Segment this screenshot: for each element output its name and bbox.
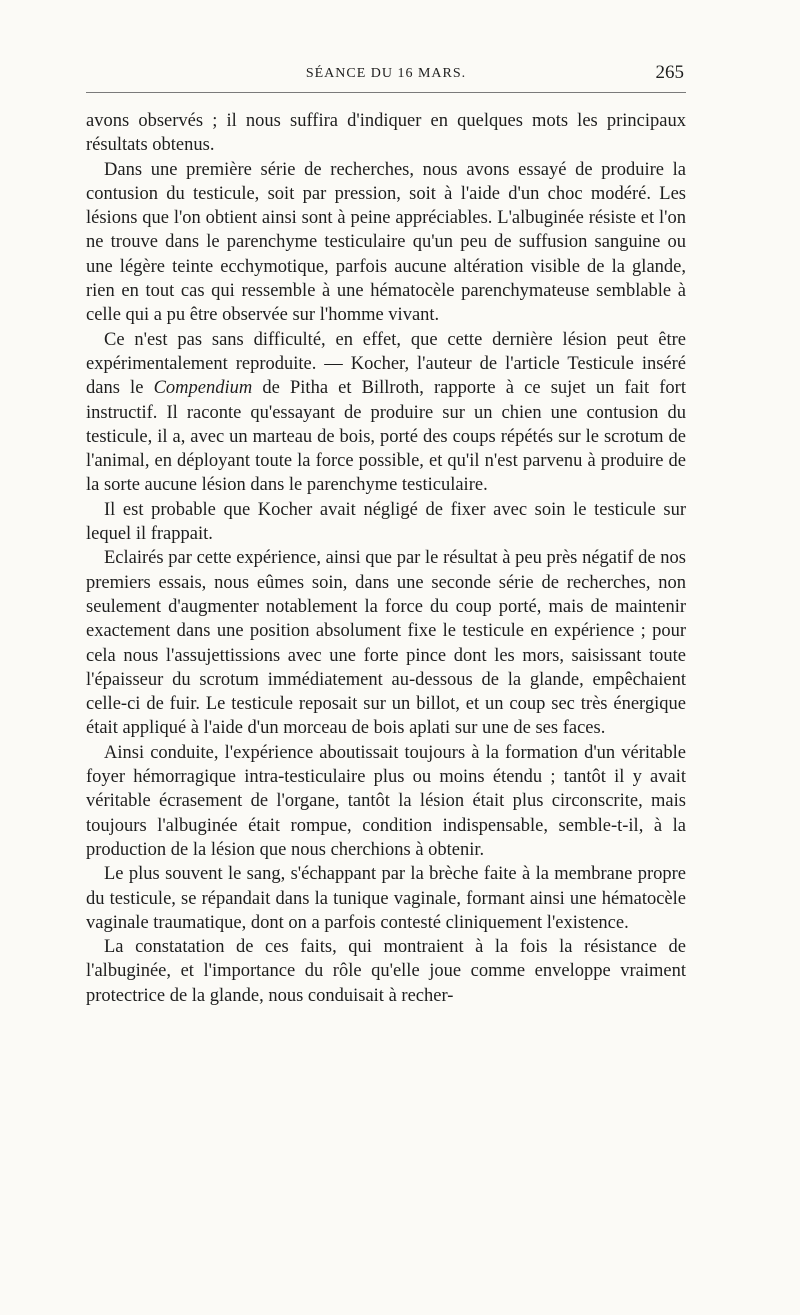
paragraph-constatation: La constatation de ces faits, qui montraient à la fois la résistance de l'albuginée, et l'importance du rôle qu'elle joue comme enveloppe vraiment protectrice de la glande, nous conduisait à recher-: [86, 937, 686, 1006]
paragraph-kocher-before: Ce n'est pas sans difficulté, en effet, que cette dernière lésion peut être expérimentalement reproduite. — Kocher, l'auteur de l'article Testicule inséré dans le: [86, 329, 686, 399]
paragraph-kocher: [86, 328, 686, 498]
book-page: [86, 62, 686, 1008]
paragraph-probable: Il est probable que Kocher avait négligé de fixer avec soin le testicule sur lequel il frappait.: [86, 499, 686, 545]
paragraph-result: Ainsi conduite, l'expérience aboutissait toujours à la formation d'un véritable foyer hémorragique intra-testiculaire plus ou moins étendu ; tantôt il y avait véritable écrasement de l'organe, tantôt la lésion était plus circonscrite, mais toujours l'albuginée était rompue, condition indispensable, semble-t-il, à la production de la lésion que nous cherchions à obtenir.: [86, 742, 686, 860]
body-text: [86, 109, 686, 1008]
paragraph-kocher-after: de Pitha et Billroth, rapporte à ce sujet un fait fort instructif. Il raconte qu'essayant de produire sur un chien une contusion du testicule, il a, avec un marteau de bois, porté des coups répétés sur le scrotum de l'animal, en déployant toute la force possible, et qu'il n'est parvenu à produire de la sorte aucune lésion dans le parenchyme testiculaire.: [86, 378, 686, 496]
page-number: 265: [655, 62, 684, 83]
page-header: [86, 62, 686, 93]
paragraph-second-series: Eclairés par cette expérience, ainsi que par le résultat à peu près négatif de nos premiers essais, nous eûmes soin, dans une seconde série de recherches, non seulement d'augmenter notablement la force du coup porté, mais de maintenir exactement dans une position absolument fixe le testicule en expérience ; pour cela nous l'assujettissions avec une forte pince dont les mors, saisissant toute l'épaisseur du scrotum immédiatement au-dessous de la glande, empêchaient celle-ci de fuir. Le testicule reposait sur un billot, et un coup sec très énergique était appliqué à l'aide d'un morceau de bois aplati sur une de ses faces.: [86, 548, 686, 739]
running-title: SÉANCE DU 16 MARS.: [305, 66, 467, 81]
paragraph-blood: Le plus souvent le sang, s'échappant par la brèche faite à la membrane propre du testicule, se répandait dans la tunique vaginale, formant ainsi une hématocèle vaginale traumatique, dont on a parfois contesté cliniquement l'existence.: [86, 864, 686, 933]
paragraph-first-series: Dans une première série de recherches, nous avons essayé de produire la contusion du testicule, soit par pression, soit à l'aide d'un choc modéré. Les lésions que l'on obtient ainsi sont à peine appréciables. L'albuginée résiste et l'on ne trouve dans le parenchyme testiculaire qu'un peu de suffusion sanguine ou une légère teinte ecchymotique, parfois aucune altération visible de la glande, rien en tout cas qui ressemble à une hématocèle parenchymateuse semblable à celle qui a pu être observée sur l'homme vivant.: [86, 159, 686, 326]
paragraph-continuation: avons observés ; il nous suffira d'indiquer en quelques mots les principaux résultats obtenus.: [86, 111, 686, 156]
compendium-title: Compendium: [153, 378, 253, 399]
